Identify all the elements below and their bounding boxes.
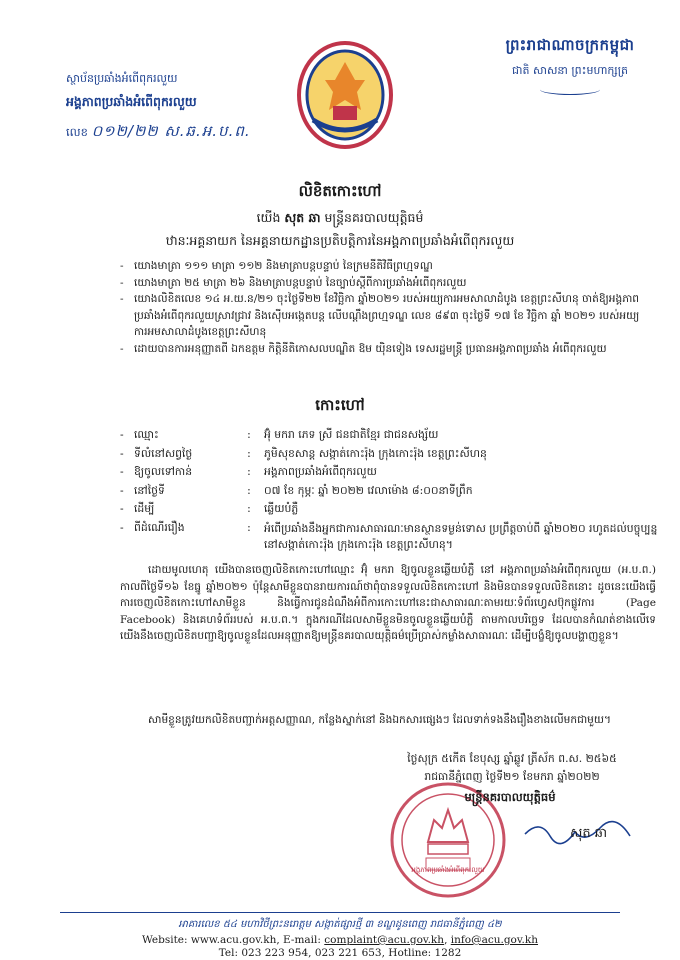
footer-phones: Tel: 023 223 954, 023 221 653, Hotline: 1282 bbox=[218, 947, 462, 959]
reference-item: - យោងមាត្រា ២៥ មាត្រា ២៦ និងមាត្រាបន្តបន្ទាប់ នៃច្បាប់ស្តីពីការប្រឆាំងអំពើពុករលួយ bbox=[120, 275, 660, 292]
field-row-address bbox=[120, 447, 660, 466]
kingdom-title: ព្រះរាជាណាចក្រកម្ពុជា bbox=[505, 36, 635, 54]
legal-references bbox=[120, 258, 660, 357]
issuer-title: មន្ត្រីនគរបាលយុត្តិធម៌ bbox=[324, 210, 424, 225]
reference-item: - យោងលិខិតលេខ ១៤ អ.យ.ន/២១ ចុះថ្ងៃទី២២ ខែវិច្ឆិកា ឆ្នាំ២០២១ របស់អយ្យការអមសាលាដំបូង ខេត្តព្រះសីហនុ ចាត់ឱ្យអង្គភាពប្រឆាំងអំពើពុករលួយស្រាវជ្រាវ និងស៊ើបអង្កេតបន្ត លើបណ្តឹងព្រហ្មទណ្ឌ លេខ ៨៩៣ ចុះថ្ងៃទី ១៧ ខែ វិច្ឆិកា ឆ្នាំ ២០២១ របស់អយ្យការអមសាលាដំបូងខេត្តព្រះសីហនុ bbox=[120, 291, 660, 341]
field-row-case bbox=[120, 521, 660, 554]
issuer-name: សុត ឆា bbox=[284, 210, 321, 225]
field-label: - ឈ្មោះ bbox=[120, 428, 234, 447]
body-paragraph: ដោយមូលហេតុ យើងបានចេញលិខិតកោះហៅឈ្មោះ អ៊ុំ មករា ឱ្យចូលខ្លួនឆ្លើយបំភ្លឺ នៅ អង្គភាពប្រឆាំងអំពើពុករលួយ (អ.ប.ព.) កាលពីថ្ងៃទី១៦ ខែធ្នូ ឆ្នាំ២០២១ ប៉ុន្តែសាមីខ្លួនបានរាយការណ៍ថាពុំបានទទួលលិខិតកោះហៅ និងមិនបានទទួលលិខិតនោះ ដូចនេះយើងធ្វើការចេញលិខិតកោះហៅសាមីខ្លួន និងធ្វើការជូនដំណឹងអំពីការកោះហៅនេះជាសាធារណៈតាមរយៈទំព័រហ្វេសប៊ុកផ្លូវការ (Page Facebook) និងគេហទំព័ររបស់ អ.ប.ព.។ ក្នុងករណីដែលសាមីខ្លួនមិនចូលខ្លួនឆ្លើយបំភ្លឺ តាមកាលបរិច្ឆេទ ដែលបានកំណត់ខាងលើទេ យើងនឹងចេញលិខិតបញ្ជាឱ្យចូលខ្លួនដែលអនុញ្ញាតឱ្យមន្ត្រីនគរបាលយុត្តិធម៌ប្រើប្រាស់កម្លាំងសាធារណៈ ដើម្បីបង្ខំឱ្យចូលបង្ហាញខ្លួន។ bbox=[120, 564, 656, 643]
footer-email-info[interactable]: info@acu.gov.kh bbox=[450, 934, 539, 946]
footer-contacts: Website: www.acu.gov.kh, E-mail: complaint@acu.gov.kh, info@acu.gov.kh bbox=[141, 934, 539, 946]
agency-unit: អង្គភាពប្រឆាំងអំពើពុករលួយ bbox=[66, 94, 197, 109]
reference-value: ០១២/២២ ស.ឆ.អ.ប.ព. bbox=[91, 122, 251, 140]
acu-emblem-icon bbox=[295, 40, 395, 150]
field-colon: : bbox=[247, 446, 251, 460]
field-label: - ទីលំនៅសព្វថ្ងៃ bbox=[120, 447, 234, 466]
field-label: - ដើម្បី bbox=[120, 502, 234, 521]
field-colon: : bbox=[247, 520, 251, 534]
field-colon: : bbox=[247, 465, 251, 478]
footer bbox=[60, 912, 620, 959]
agency-institution: ស្ថាប័នប្រឆាំងអំពើពុករលួយ bbox=[66, 72, 178, 85]
issuer-rank: ឋានៈអគ្គនាយក នៃអគ្គនាយកដ្ឋានប្រតិបត្តិការនៃអង្គភាពប្រឆាំងអំពើពុករលួយ bbox=[165, 233, 515, 248]
field-value: អ៊ុំ មករា ភេទ ស្រី ជនជាតិខ្មែរ ជាជនសង្ស័យ bbox=[264, 428, 439, 441]
footer-website: Website: www.acu.gov.kh, E-mail: bbox=[141, 934, 321, 946]
issuer-prefix: យើង bbox=[256, 210, 281, 225]
footer-address: អាគារលេខ ៥៤ មហាវិថីព្រះនរោត្តម សង្កាត់ផ្សារថ្មី ៣ ខណ្ឌដូនពេញ រាជធានីភ្នំពេញ ៤២ bbox=[178, 919, 502, 930]
solar-date: រាជធានីភ្នំពេញ ថ្ងៃទី២១ ខែមករា ឆ្នាំ២០២២ bbox=[424, 770, 600, 783]
signatory-title: មន្ត្រីនគរបាលយុត្តិធម៌ bbox=[464, 790, 556, 804]
kingdom-motto: ជាតិ សាសនា ព្រះមហាក្សត្រ bbox=[512, 64, 628, 77]
field-label: - ឱ្យចូលទៅកាន់ bbox=[120, 465, 234, 484]
field-value: អង្គភាពប្រឆាំងអំពើពុករលួយ bbox=[264, 465, 377, 478]
field-value: ភូមិសុខសាន្ត សង្កាត់កោះរ៉ុង ក្រុងកោះរ៉ុង ខេត្តព្រះសីហនុ bbox=[264, 446, 487, 460]
seal-caption: អង្គភាពប្រឆាំងអំពើពុករលួយ bbox=[411, 866, 485, 874]
field-row-destination bbox=[120, 465, 660, 484]
field-colon: : bbox=[247, 502, 251, 515]
footer-email-complaint[interactable]: complaint@acu.gov.kh bbox=[324, 934, 445, 946]
field-row-date bbox=[120, 484, 660, 503]
acu-logo bbox=[295, 40, 395, 150]
field-label: - នៅថ្ងៃទី bbox=[120, 484, 234, 503]
field-colon: : bbox=[247, 483, 251, 497]
document-title: លិខិតកោះហៅ bbox=[298, 182, 382, 200]
reference-item: - ដោយបានការអនុញ្ញាតពី ឯកឧត្តម កិត្តិនីតិកោសលបណ្ឌិត ឱម យ៉ិនទៀង ទេសរដ្ឋមន្ត្រី ប្រធានអង្គភាពប្រឆាំង អំពើពុករលួយ bbox=[120, 341, 660, 358]
field-value: អំពើប្រឆាំងនឹងអ្នកជាការសាធារណៈមានស្ថានទម្ងន់ទោស ប្រព្រឹត្តចាប់ពី ឆ្នាំ២០២០ រហូតដល់បច្ចុប្បន្ន នៅសង្កាត់កោះរ៉ុង ក្រុងកោះរ៉ុង ខេត្តព្រះសីហនុ។ bbox=[264, 521, 658, 551]
summons-fields bbox=[120, 428, 660, 554]
field-row-purpose bbox=[120, 502, 660, 521]
lunar-date: ថ្ងៃសុក្រ ៥កើត ខែបុស្ស ឆ្នាំឆ្លូវ ត្រីស័ក ព.ស. ២៥៦៥ bbox=[407, 752, 617, 765]
field-row-name bbox=[120, 428, 660, 447]
reference-item: - យោងមាត្រា ១១១ មាត្រា ១១២ និងមាត្រាបន្តបន្ទាប់ នៃក្រមនីតិវិធីព្រហ្មទណ្ឌ bbox=[120, 258, 660, 275]
signatory-name: សុត ឆា bbox=[570, 826, 608, 841]
agency-header bbox=[66, 72, 276, 144]
summons-heading: កោះហៅ bbox=[315, 396, 365, 414]
closing-paragraph: សាមីខ្លួនត្រូវយកលិខិតបញ្ជាក់អត្តសញ្ញាណ, កន្លែងស្នាក់នៅ និងឯកសារផ្សេងៗ ដែលទាក់ទងនឹងរឿងខាងលើមកជាមួយ។ bbox=[148, 714, 611, 726]
title-block bbox=[0, 182, 680, 252]
field-value: ០៧ ខែ កុម្ភៈ ឆ្នាំ ២០២២ វេលាម៉ោង ៨:០០នាទីព្រឹក bbox=[264, 483, 473, 497]
kingdom-header bbox=[470, 36, 670, 95]
field-colon: : bbox=[247, 428, 251, 441]
reference-label: លេខ bbox=[66, 125, 88, 139]
issuer-line bbox=[0, 210, 680, 229]
field-value: ឆ្លើយបំភ្លឺ bbox=[264, 502, 299, 515]
field-label: - ពីដំណើររឿង bbox=[120, 521, 234, 554]
ornament-divider bbox=[540, 84, 600, 95]
reference-number bbox=[66, 122, 276, 144]
